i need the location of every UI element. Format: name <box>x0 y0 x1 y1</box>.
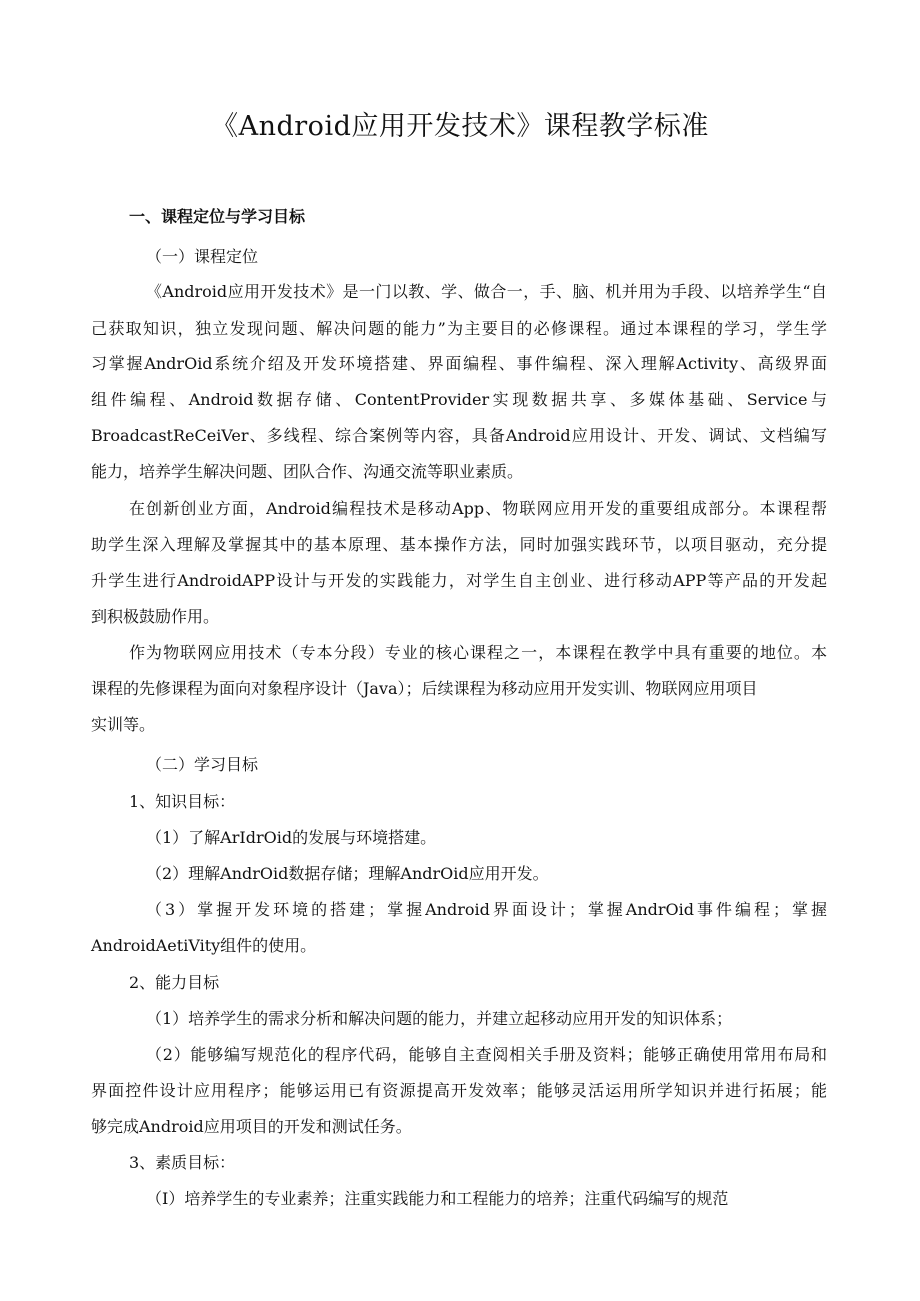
knowledge-goal-item: （1）了解ArIdrOid的发展与环境搭建。 <box>146 828 437 847</box>
paragraph-line: 实训等。 <box>91 715 156 734</box>
knowledge-goal-item-continued: AndroidAetiVity组件的使用。 <box>91 936 317 955</box>
paragraph-line: 升学生进行AndroidAPP设计与开发的实践能力，对学生自主创业、进行移动APP等产品的开发起 <box>91 571 827 590</box>
subheading-course-positioning: （一）课程定位 <box>146 247 259 266</box>
ability-goals-label: 2、能力目标 <box>129 973 220 992</box>
knowledge-goal-item: （3）掌握开发环境的搭建；掌握Android界面设计；掌握AndrOid事件编程；掌握 <box>146 900 827 919</box>
paragraph-line: 助学生深入理解及掌握其中的基本原理、基本操作方法，同时加强实践环节，以项目驱动，充分提 <box>91 535 827 554</box>
paragraph-line: 己获取知识，独立发现问题、解决问题的能力”为主要目的必修课程。通过本课程的学习，学生学 <box>91 319 827 338</box>
paragraph-line: BroadcastReCeiVer、多线程、综合案例等内容，具备Android应用设计、开发、调试、文档编写 <box>91 426 827 445</box>
paragraph-line: 能力，培养学生解决问题、团队合作、沟通交流等职业素质。 <box>91 462 524 481</box>
knowledge-goal-item: （2）理解AndrOid数据存储；理解AndrOid应用开发。 <box>146 864 549 883</box>
quality-goal-item: （I）培养学生的专业素养；注重实践能力和工程能力的培养；注重代码编写的规范 <box>146 1189 729 1208</box>
paragraph-line: 习掌握AndrOid系统介绍及开发环境搭建、界面编程、事件编程、深入理解Activity、高级界面 <box>91 354 827 373</box>
subheading-learning-goals: （二）学习目标 <box>146 755 259 774</box>
ability-goal-item-continued: 界面控件设计应用程序；能够运用已有资源提高开发效率；能够灵活运用所学知识并进行拓展；能 <box>91 1081 827 1100</box>
ability-goal-item: （1）培养学生的需求分析和解决问题的能力，并建立起移动应用开发的知识体系； <box>146 1009 733 1028</box>
paragraph-line: 组件编程、Android数据存储、ContentProvider实现数据共享、多媒体基础、Service与 <box>91 390 827 409</box>
paragraph-line: 《Android应用开发技术》是一门以教、学、做合一，手、脑、机并用为手段、以培养学生“自 <box>146 282 827 301</box>
paragraph-line: 作为物联网应用技术（专本分段）专业的核心课程之一，本课程在教学中具有重要的地位。本 <box>129 643 827 662</box>
paragraph-line: 到积极鼓励作用。 <box>91 607 220 626</box>
knowledge-goals-label: 1、知识目标： <box>129 792 236 811</box>
quality-goals-label: 3、素质目标： <box>129 1153 236 1172</box>
paragraph-line: 在创新创业方面，Android编程技术是移动App、物联网应用开发的重要组成部分。本课程帮 <box>129 499 827 518</box>
ability-goal-item: （2）能够编写规范化的程序代码，能够自主查阅相关手册及资料；能够正确使用常用布局和 <box>146 1045 827 1064</box>
document-title: 《Android应用开发技术》课程教学标准 <box>211 111 709 142</box>
ability-goal-item-continued: 够完成Android应用项目的开发和测试任务。 <box>91 1117 412 1136</box>
paragraph-line: 课程的先修课程为面向对象程序设计（Java）；后续课程为移动应用开发实训、物联网应用项目 <box>91 679 758 698</box>
section-heading-positioning-goals: 一、课程定位与学习目标 <box>129 207 306 226</box>
